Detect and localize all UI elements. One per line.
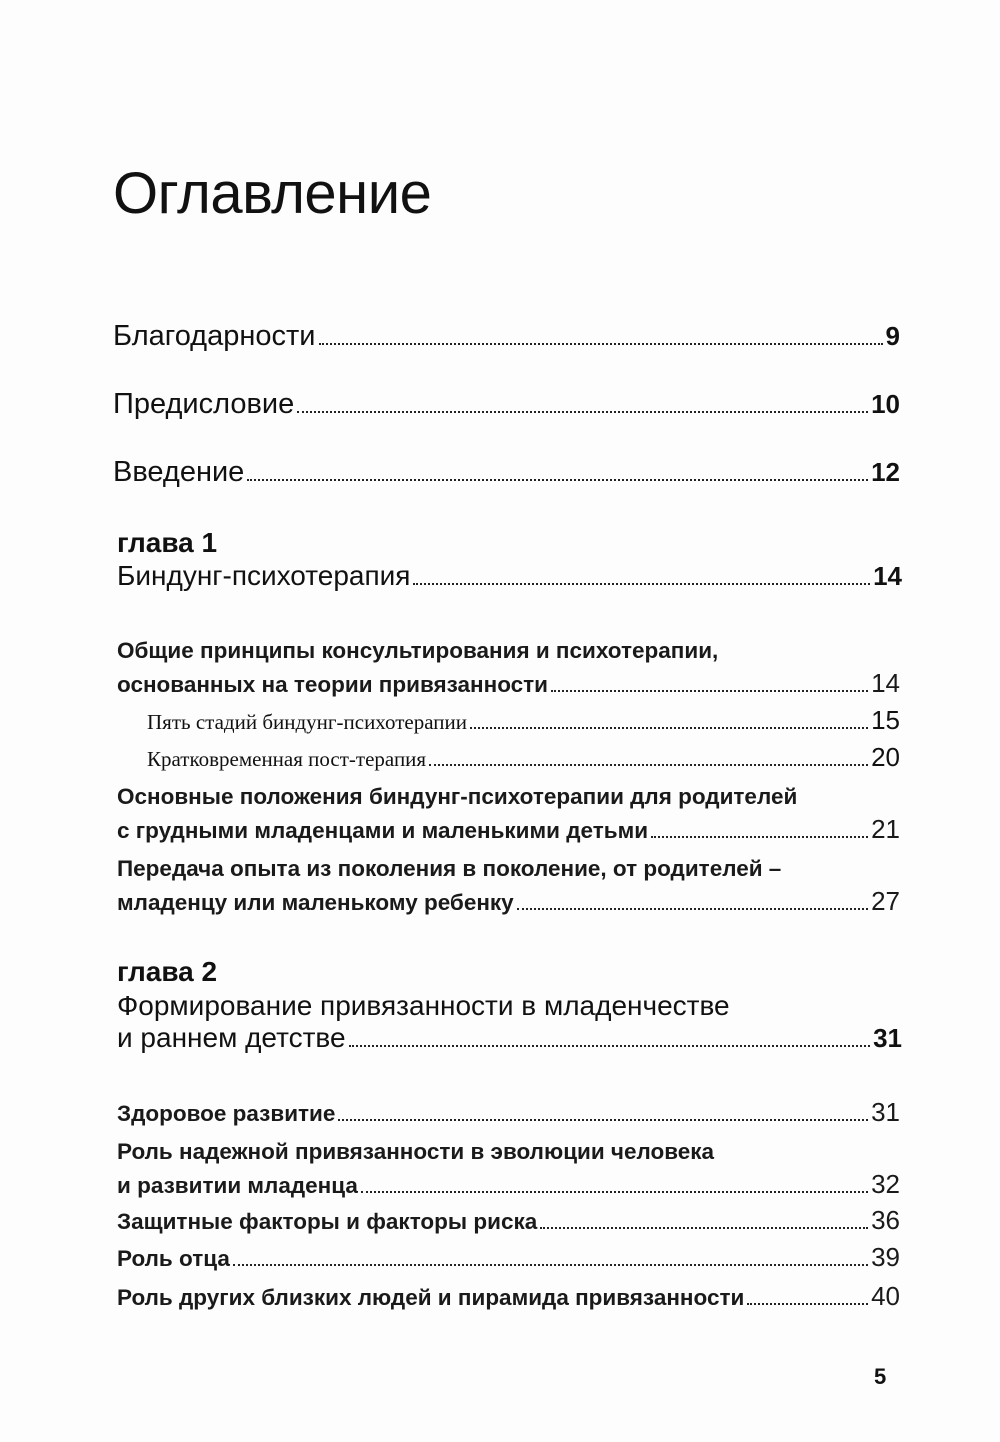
- toc-entry-text: Роль отца: [117, 1246, 230, 1271]
- dot-leader: [747, 1303, 868, 1305]
- toc-entry-text: Биндунг-психотерапия: [117, 560, 411, 591]
- toc-entry-text: Основные положения биндунг-психотерапии для родителей: [117, 784, 798, 809]
- toc-entry-text: Введение: [113, 456, 245, 488]
- chapter-2-title[interactable]: [0, 990, 1000, 1054]
- dot-leader: [297, 411, 868, 413]
- dot-leader: [361, 1191, 868, 1193]
- toc-subsection-entry[interactable]: [0, 742, 1000, 773]
- toc-page-number: 10: [871, 389, 900, 419]
- toc-entry-acknowledgements[interactable]: [0, 320, 1000, 353]
- toc-section-entry[interactable]: [0, 852, 1000, 917]
- chapter-1-title[interactable]: [0, 560, 1000, 592]
- toc-page-number: 20: [871, 742, 900, 772]
- toc-page-number: 21: [871, 814, 900, 844]
- toc-page-number: 27: [871, 886, 900, 916]
- dot-leader: [338, 1119, 868, 1121]
- toc-section-entry[interactable]: [0, 1135, 1000, 1200]
- toc-entry-text: Формирование привязанности в младенчестве: [117, 990, 730, 1021]
- toc-entry-text: Предисловие: [113, 388, 295, 420]
- toc-page-number: 14: [871, 668, 900, 698]
- toc-section-entry[interactable]: [0, 1205, 1000, 1236]
- toc-entry-text: с грудными младенцами и маленькими детьми: [117, 818, 649, 843]
- toc-entry-text: Благодарности: [113, 320, 316, 352]
- toc-entry-text: младенцу или маленькому ребенку: [117, 890, 514, 915]
- toc-entry-text: Кратковременная пост-терапия: [147, 747, 427, 771]
- dot-leader: [247, 479, 868, 481]
- toc-entry-text: и раннем детстве: [117, 1022, 346, 1053]
- toc-section-entry[interactable]: [0, 1242, 1000, 1273]
- toc-entry-text: основанных на теории привязанности: [117, 672, 549, 697]
- toc-entry-text: Защитные факторы и факторы риска: [117, 1209, 538, 1234]
- toc-entry-text: Передача опыта из поколения в поколение, от родителей –: [117, 856, 782, 881]
- toc-page-number: 32: [871, 1169, 900, 1199]
- toc-page-number: 36: [871, 1205, 900, 1235]
- toc-entry-text: Общие принципы консультирования и психотерапии,: [117, 638, 719, 663]
- toc-entry-text: Роль надежной привязанности в эволюции человека: [117, 1139, 715, 1164]
- toc-page-number: 12: [871, 457, 900, 487]
- dot-leader: [349, 1045, 871, 1047]
- toc-page-number: 9: [885, 321, 900, 351]
- dot-leader: [651, 836, 868, 838]
- page-number: 5: [874, 1364, 887, 1389]
- chapter-1-label: глава 1: [117, 527, 218, 558]
- toc-page-number: 31: [873, 1023, 902, 1053]
- toc-entry-text: и развитии младенца: [117, 1173, 358, 1198]
- toc-section-entry[interactable]: [0, 1097, 1000, 1128]
- toc-entry-introduction[interactable]: [0, 456, 1000, 489]
- dot-leader: [470, 727, 868, 729]
- toc-page-number: 40: [871, 1281, 900, 1311]
- dot-leader: [429, 764, 868, 766]
- toc-entry-text: Роль других близких людей и пирамида привязанности: [117, 1285, 745, 1310]
- toc-section-entry[interactable]: [0, 1281, 1000, 1312]
- page-title: Оглавление: [113, 161, 432, 226]
- dot-leader: [540, 1227, 868, 1229]
- toc-entry-preface[interactable]: [0, 388, 1000, 421]
- toc-entry-text: Пять стадий биндунг-психотерапии: [147, 710, 467, 734]
- chapter-2-label: глава 2: [117, 956, 218, 987]
- toc-section-entry[interactable]: [0, 780, 1000, 845]
- dot-leader: [233, 1264, 868, 1266]
- dot-leader: [413, 583, 870, 585]
- dot-leader: [319, 343, 883, 345]
- toc-page-number: 39: [871, 1242, 900, 1272]
- dot-leader: [517, 908, 868, 910]
- toc-section-entry[interactable]: [0, 634, 1000, 699]
- toc-entry-text: Здоровое развитие: [117, 1101, 336, 1126]
- toc-page-number: 31: [871, 1097, 900, 1127]
- dot-leader: [551, 690, 868, 692]
- toc-page-number: 15: [871, 705, 900, 735]
- toc-page-number: 14: [873, 561, 902, 591]
- toc-subsection-entry[interactable]: [0, 705, 1000, 736]
